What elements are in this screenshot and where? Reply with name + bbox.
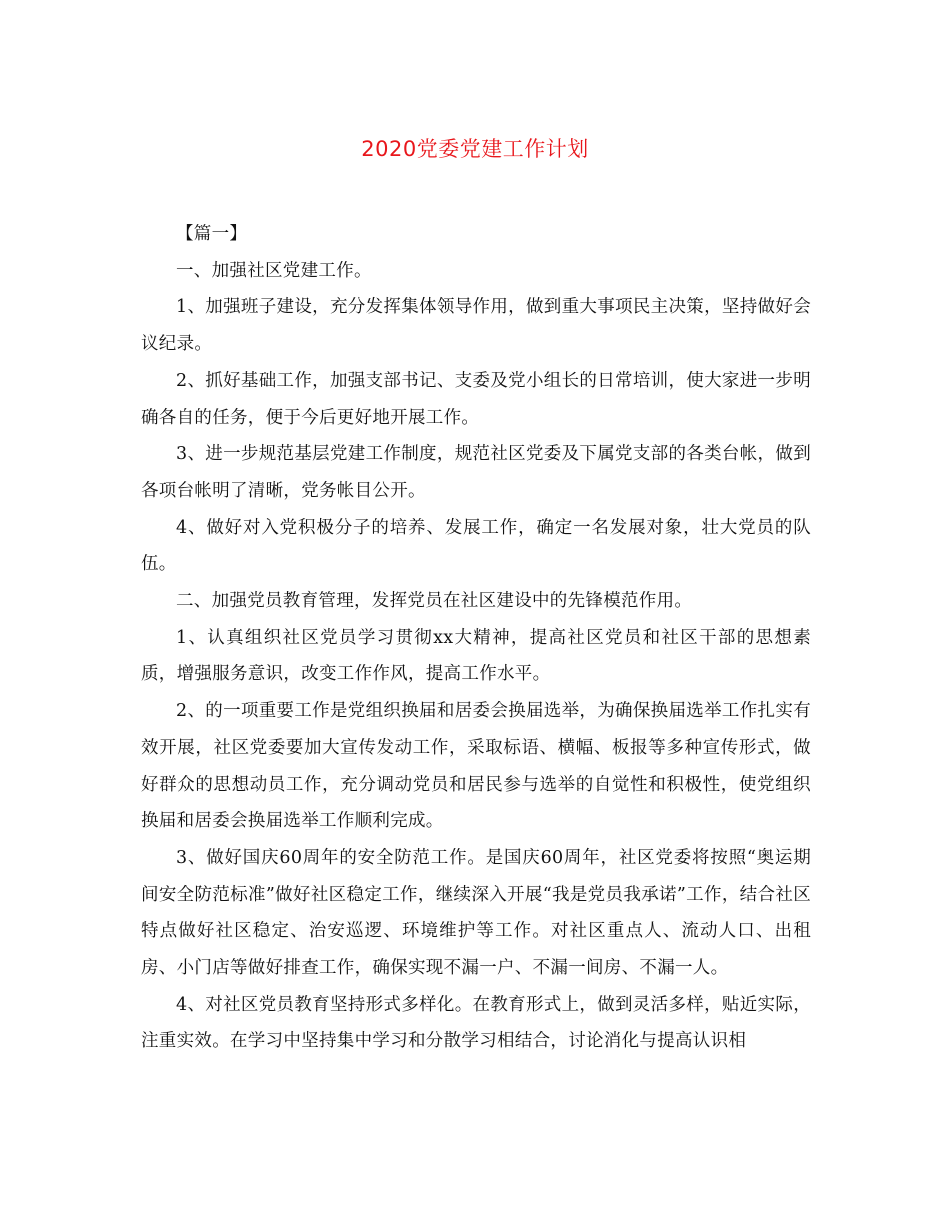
paragraph: 4、对社区党员教育坚持形式多样化。在教育形式上，做到灵活多样，贴近实际，注重实效。在学习中坚持集中学习和分散学习相结合，讨论消化与提高认识相 [141,994,811,1052]
paragraph: 4、做好对入党积极分子的培养、发展工作，确定一名发展对象，壮大党员的队伍。 [141,517,811,575]
paragraph: 1、认真组织社区党员学习贯彻xx大精神，提高社区党员和社区干部的思想素质，增强服务意识，改变工作作风，提高工作水平。 [141,627,811,685]
paragraph: 3、进一步规范基层党建工作制度，规范社区党委及下属党支部的各类台帐，做到各项台帐明了清晰，党务帐目公开。 [141,444,811,501]
paragraph: 1、加强班子建设，充分发挥集体领导作用，做到重大事项民主决策，坚持做好会议纪录。 [141,297,811,355]
document-body [141,216,811,1060]
paragraph: 2、抓好基础工作，加强支部书记、支委及党小组长的日常培训，使大家进一步明确各自的任务，便于今后更好地开展工作。 [141,370,811,428]
paragraph: 2、的一项重要工作是党组织换届和居委会换届选举，为确保换届选举工作扎实有效开展，社区党委要加大宣传发动工作，采取标语、横幅、板报等多种宣传形式，做好群众的思想动员工作，充分调动党员和居民参与选举的自觉性和积极性，使党组织换届和居委会换届选举工作顺利完成。 [141,701,811,832]
section-label: 【篇一】 [176,224,248,244]
document-title: 2020党委党建工作计划 [361,137,589,161]
paragraph: 二、加强党员教育管理，发挥党员在社区建设中的先锋模范作用。 [176,591,693,612]
paragraph: 3、做好国庆60周年的安全防范工作。是国庆60周年，社区党委将按照“奥运期间安全防范标准”做好社区稳定工作，继续深入开展“我是党员我承诺”工作，结合社区特点做好社区稳定、治安巡逻、环境维护等工作。对社区重点人、流动人口、出租房、小门店等做好排查工作，确保实现不漏一户、不漏一间房、不漏一人。 [141,847,811,979]
paragraph: 一、加强社区党建工作。 [176,260,372,281]
